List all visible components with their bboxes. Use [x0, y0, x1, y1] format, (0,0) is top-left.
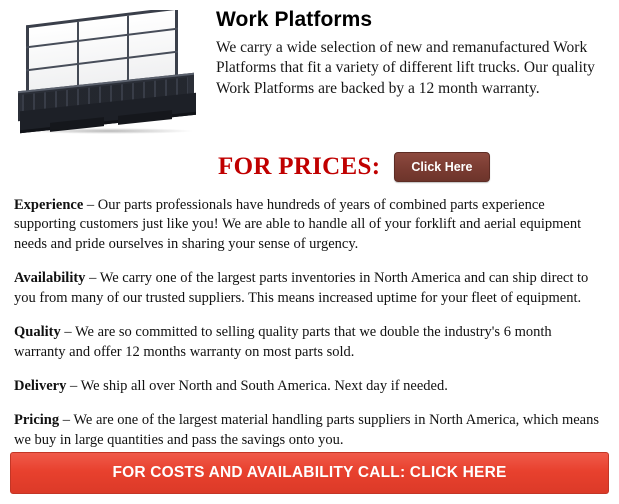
benefit-text: We carry one of the largest parts inventories in North America and can ship direct to you from many of our trusted suppliers. This means increased uptime for your fleet of equipment. — [14, 270, 589, 306]
benefit-paragraph — [14, 377, 605, 396]
costs-availability-cta-button[interactable] — [10, 452, 609, 494]
click-here-button[interactable]: Click Here — [394, 152, 489, 182]
prices-row — [218, 152, 609, 182]
benefit-heading: Availability — [14, 270, 86, 287]
benefit-paragraph — [14, 269, 605, 308]
benefit-paragraph — [14, 411, 605, 450]
benefit-paragraph — [14, 323, 605, 362]
header-section — [10, 6, 609, 142]
benefit-dash: – — [60, 324, 75, 341]
benefit-heading: Pricing — [14, 412, 60, 429]
page-title: Work Platforms — [216, 8, 373, 31]
for-prices-label: FOR PRICES: — [218, 153, 381, 180]
benefit-text: We are one of the largest material handling parts suppliers in North America, which means we buy in large quantities and pass the savings onto you. — [14, 412, 599, 448]
benefit-heading: Experience — [14, 197, 84, 213]
benefit-dash: – — [66, 377, 81, 394]
benefit-text: We are so committed to selling quality parts that we double the industry's 6 month warranty and offer 12 months warranty on most parts sold. — [14, 324, 552, 360]
benefit-text: We ship all over North and South America. Next day if needed. — [80, 377, 448, 394]
benefit-heading: Delivery — [14, 377, 67, 394]
benefit-dash: – — [85, 270, 100, 287]
intro-paragraph: We carry a wide selection of new and remanufactured Work Platforms that fit a variety of different lift trucks. Our quality Work Platforms are backed by a 12 month warranty. — [216, 39, 595, 97]
intro-block — [216, 6, 609, 99]
work-platform-image — [10, 10, 206, 142]
benefit-heading: Quality — [14, 324, 61, 341]
benefits-section — [10, 196, 609, 450]
product-image-wrap — [10, 6, 206, 142]
benefit-text: Our parts professionals have hundreds of years of combined parts experience supporting customers just like you! We are able to handle all of your forklift and aerial equipment needs and pride ourselves in sharing your sense of urgency. — [14, 197, 582, 252]
cta-label: FOR COSTS AND AVAILABILITY CALL: CLICK HERE — [112, 464, 507, 481]
image-shadow — [24, 128, 194, 134]
benefit-dash: – — [59, 412, 74, 429]
benefit-paragraph — [14, 196, 605, 254]
benefit-dash: – — [83, 197, 98, 213]
